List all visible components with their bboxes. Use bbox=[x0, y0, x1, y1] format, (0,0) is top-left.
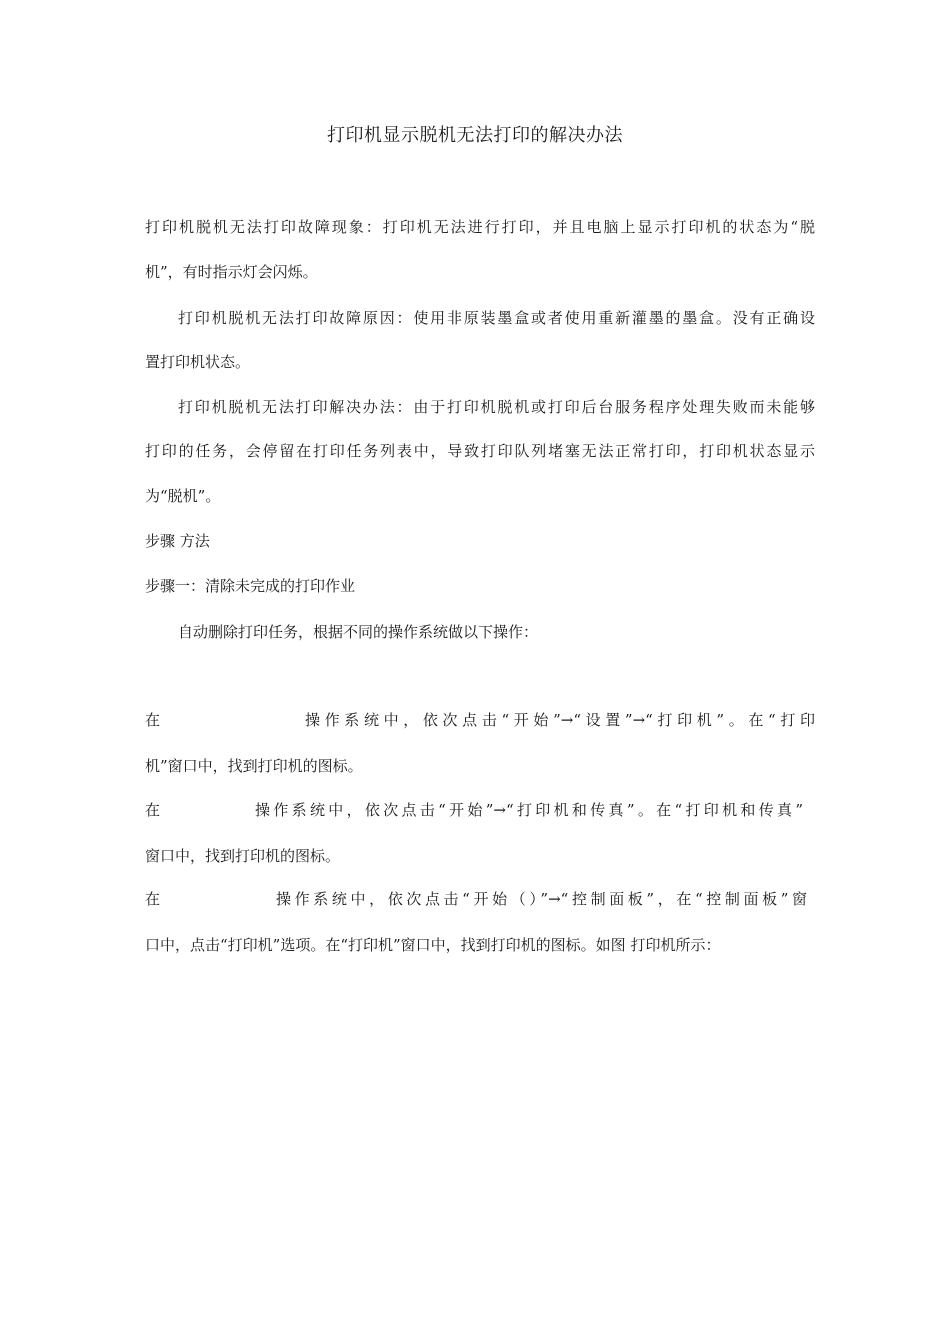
os1-line-2: 机”窗口中，找到打印机的图标。 bbox=[145, 757, 363, 775]
cause-line-1: 打印机脱机无法打印故障原因：使用非原装墨盒或者使用重新灌墨的墨盒。没有正确设 bbox=[178, 309, 815, 327]
os1-prefix: 在 bbox=[145, 711, 161, 729]
solution-line-1: 打印机脱机无法打印解决办法：由于打印机脱机或打印后台服务程序处理失败而未能够 bbox=[178, 398, 815, 416]
os3-line-2: 口中，点击“打印机”选项。在“打印机”窗口中，找到打印机的图标。如图 打印机所示： bbox=[145, 936, 721, 954]
os2-prefix: 在 bbox=[145, 801, 161, 819]
solution-line-3: 为“脱机”。 bbox=[145, 487, 221, 505]
solution-line-2: 打印的任务，会停留在打印任务列表中，导致打印队列堵塞无法正常打印，打印机状态显示 bbox=[145, 442, 815, 460]
cause-line-2: 置打印机状态。 bbox=[145, 353, 251, 371]
os2-line-1: 操作系统中，依次点击“开始”→“打印机和传真”。在“打印机和传真” bbox=[255, 801, 803, 819]
os3-line-1: 操作系统中，依次点击“开始（）”→“控制面板”，在“控制面板”窗 bbox=[276, 890, 807, 908]
step1-intro: 自动删除打印任务，根据不同的操作系统做以下操作： bbox=[178, 623, 539, 641]
document-title: 打印机显示脱机无法打印的解决办法 bbox=[327, 125, 623, 146]
symptom-line-1: 打印机脱机无法打印故障现象：打印机无法进行打印，并且电脑上显示打印机的状态为“脱 bbox=[145, 218, 815, 236]
symptom-line-2: 机”，有时指示灯会闪烁。 bbox=[145, 263, 318, 281]
os2-line-2: 窗口中，找到打印机的图标。 bbox=[145, 847, 341, 865]
os3-prefix: 在 bbox=[145, 890, 161, 908]
step1-heading: 步骤一：清除未完成的打印作业 bbox=[145, 577, 356, 595]
steps-heading: 步骤 方法 bbox=[145, 532, 210, 550]
os1-line-1: 操作系统中，依次点击“开始”→“设置”→“打印机”。在“打印 bbox=[305, 711, 815, 729]
